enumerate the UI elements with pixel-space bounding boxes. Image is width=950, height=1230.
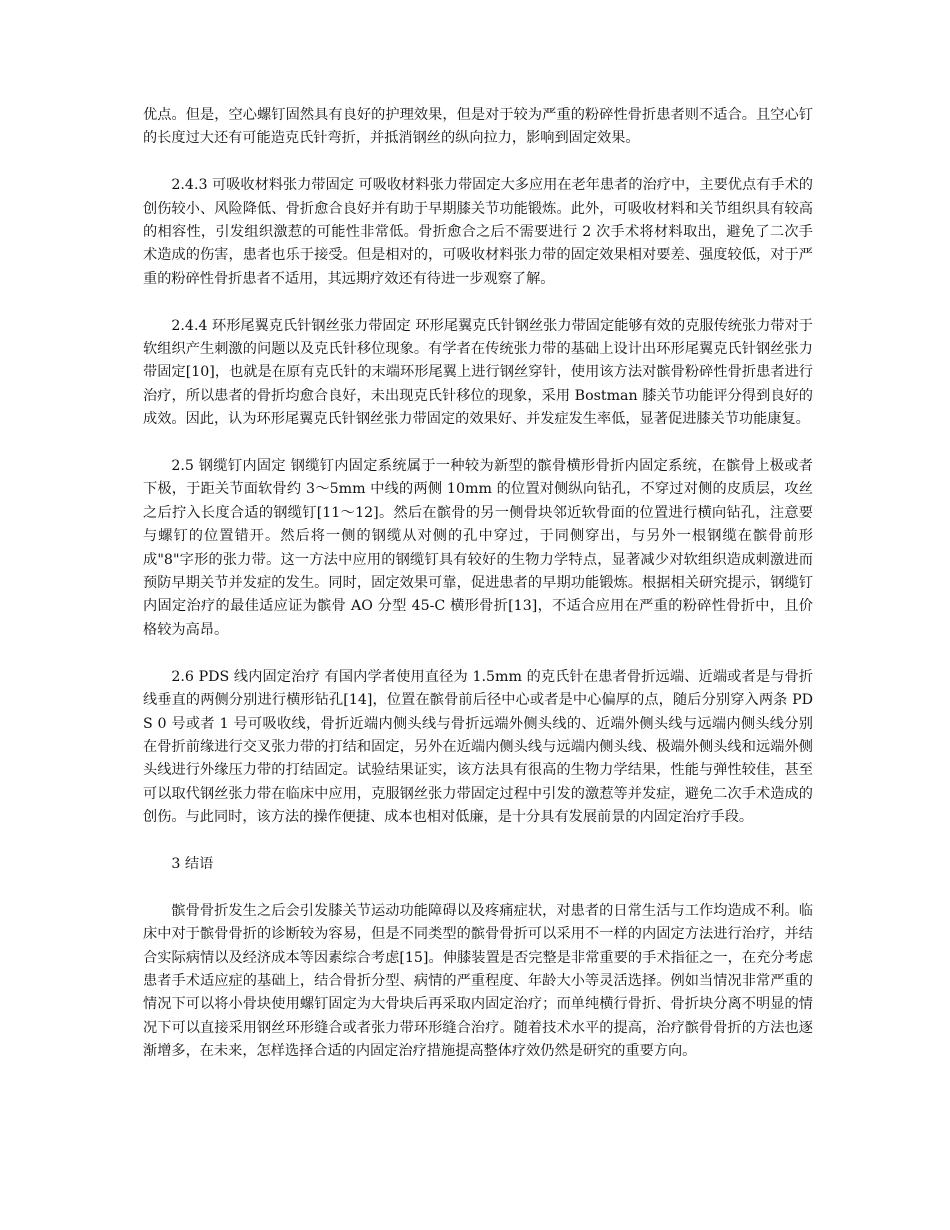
paragraph-cable-nail: 2.5 钢缆钉内固定 钢缆钉内固定系统属于一种较为新型的髌骨横形骨折内固定系统，在髌骨上极或者下极，于距关节面软骨约 3～5mm 中线的两侧 10mm 的位置对侧纵向钻孔，不穿过对侧的皮质层，攻丝之后拧入长度合适的钢缆钉[11～12]。然后在髌骨的另一侧骨块邻近软骨面的位置进行横向钻孔，注意要与螺钉的位置错开。然后将一侧的钢缆从对侧的孔中穿过，于同侧穿出，与另外一根钢缆在髌骨前形成"8"字形的张力带。这一方法中应用的钢缆钉具有较好的生物力学特点，显著减少对软组织造成刺激进而预防早期关节并发症的发生。同时，固定效果可靠，促进患者的早期功能锻炼。根据相关研究提示，钢缆钉内固定治疗的最佳适应证为髌骨 AO 分型 45-C 横形骨折[13]，不适合应用在严重的粉碎性骨折中，且价格较为高昂。 [143, 458, 813, 638]
paragraph-pds-suture: 2.6 PDS 线内固定治疗 有国内学者使用直径为 1.5mm 的克氏针在患者骨折远端、近端或者是与骨折线垂直的两侧分别进行横形钻孔[14]，位置在髌骨前后径中心或者是中心偏厚的点，随后分别穿入两条 PDS 0 号或者 1 号可吸收线，骨折近端内侧头线与骨折远端外侧头线的、近端外侧头线与远端内侧头线分别在骨折前缘进行交叉张力带的打结和固定，另外在近端内侧头线与远端内侧头线、极端外侧头线和远端外侧头线进行外缘压力带的打结固定。试验结果证实，该方法具有很高的生物力学结果，性能与弹性较佳，甚至可以取代钢丝张力带在临床中应用，克服钢丝张力带固定过程中引发的激惹等并发症，避免二次手术造成的创伤。与此同时，该方法的操作便捷、成本也相对低廉，是十分具有发展前景的内固定治疗手段。 [143, 668, 813, 826]
paragraph-absorbable-tension-band: 2.4.3 可吸收材料张力带固定 可吸收材料张力带固定大多应用在老年患者的治疗中，主要优点有手术的创伤较小、风险降低、骨折愈合良好并有助于早期膝关节功能锻炼。此外，可吸收材料和关节组织具有较高的相容性，引发组织激惹的可能性非常低。骨折愈合之后不需要进行 2 次手术将材料取出，避免了二次手术造成的伤害，患者也乐于接受。但是相对的，可吸收材料张力带的固定效果相对要差、强度较低，对于严重的粉碎性骨折患者不适用，其远期疗效还有待进一步观察了解。 [143, 177, 813, 287]
paragraph-ring-wing-kirschner: 2.4.4 环形尾翼克氏针钢丝张力带固定 环形尾翼克氏针钢丝张力带固定能够有效的克服传统张力带对于软组织产生刺激的问题以及克氏针移位现象。有学者在传统张力带的基础上设计出环形尾翼克氏针钢丝张力带固定[10]，也就是在原有克氏针的末端环形尾翼上进行钢丝穿针，使用该方法对髌骨粉碎性骨折患者进行治疗，所以患者的骨折均愈合良好，未出现克氏针移位的现象，采用 Bostman 膝关节功能评分得到良好的成效。因此，认为环形尾翼克氏针钢丝张力带固定的效果好、并发症发生率低，显著促进膝关节功能康复。 [143, 317, 813, 428]
document-page [143, 104, 813, 1087]
paragraph-conclusion: 髌骨骨折发生之后会引发膝关节运动功能障碍以及疼痛症状，对患者的日常生活与工作均造成不利。临床中对于髌骨骨折的诊断较为容易，但是不同类型的髌骨骨折可以采用不一样的内固定方法进行治疗，并结合实际病情以及经济成本等因素综合考虑[15]。伸膝装置是否完整是非常重要的手术指征之一，在充分考虑患者手术适应症的基础上，结合骨折分型、病情的严重程度、年龄大小等灵活选择。例如当情况非常严重的情况下可以将小骨块使用螺钉固定为大骨块后再采取内固定治疗；而单纯横行骨折、骨折块分离不明显的情况下可以直接采用钢丝环形缝合或者张力带环形缝合治疗。随着技术水平的提高，治疗髌骨骨折的方法也逐渐增多，在未来，怎样选择合适的内固定治疗措施提高整体疗效仍然是研究的重要方向。 [143, 902, 813, 1060]
paragraph-intro-continuation: 优点。但是，空心螺钉固然具有良好的护理效果，但是对于较为严重的粉碎性骨折患者则不适合。且空心钉的长度过大还有可能造克氏针弯折，并抵消钢丝的纵向拉力，影响到固定效果。 [143, 107, 813, 147]
section-heading-conclusion: 3 结语 [171, 855, 214, 872]
